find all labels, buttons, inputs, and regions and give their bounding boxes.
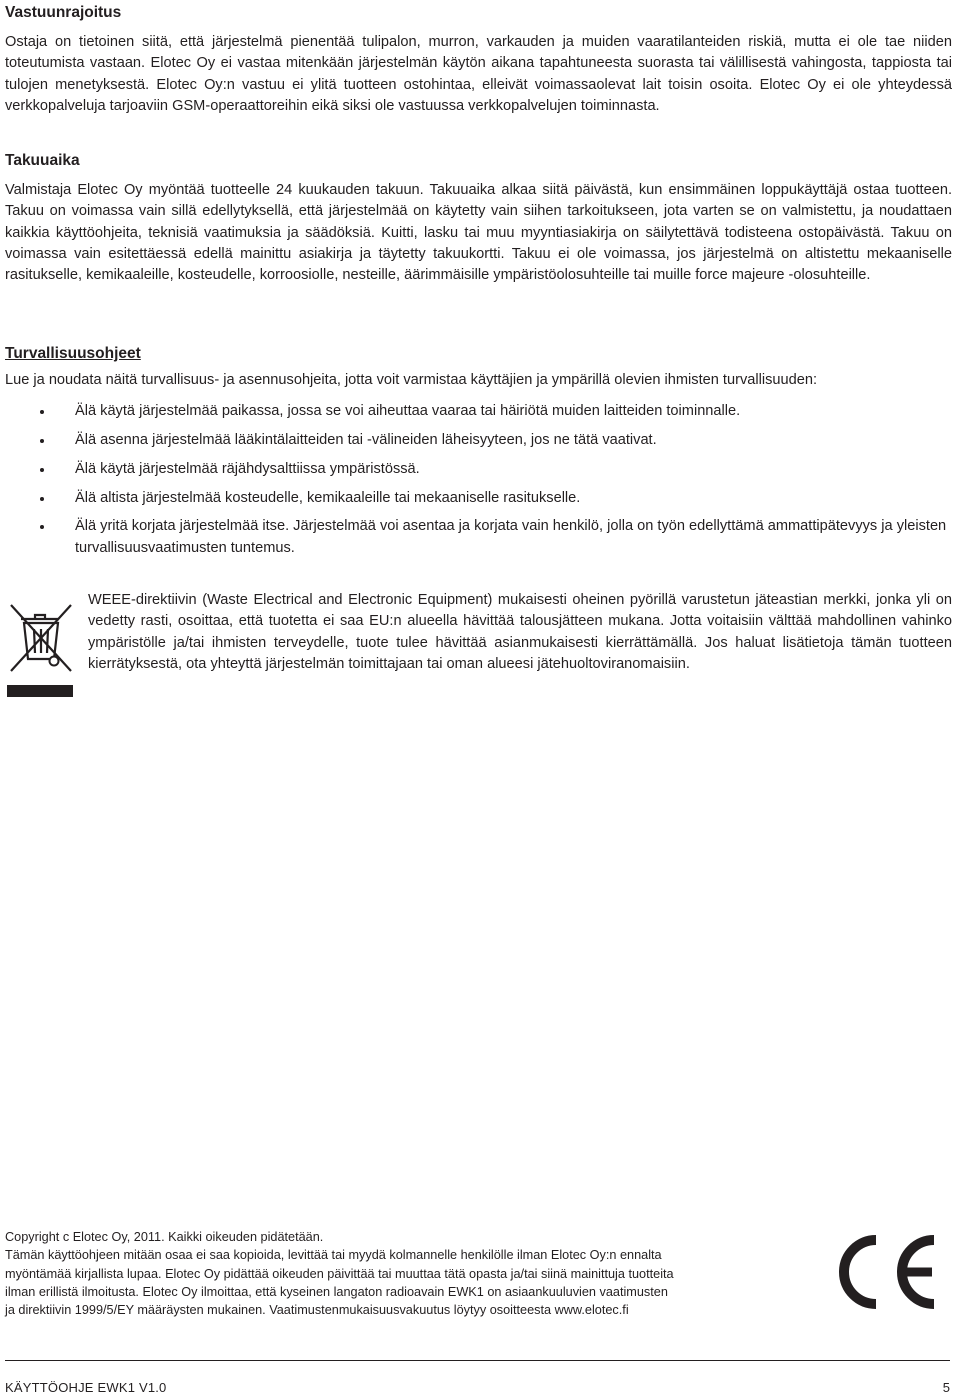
section-vastuunrajoitus [5, 3, 952, 117]
legal-line: myöntämää kirjallista lupaa. Elotec Oy pidättää oikeuden päivittää tai muuttaa tätä opasta ja/tai siinä mainittuja tuotteita [5, 1266, 674, 1281]
legal-notice [5, 1228, 765, 1319]
section-title-text: Turvallisuusohjeet [5, 345, 141, 362]
section-paragraph: Ostaja on tietoinen siitä, että järjestelmä pienentää tulipalon, murron, varkauden ja muiden vaaratilanteiden riskiä, mutta ei ole tae niiden toteutumista vastaan. Elotec Oy ei vastaa mitenkään järjestelmän käytön aikana tapahtuneesta suorasta tai välillisestä vahingosta, tappiosta tai tulojen menetyksestä. Elotec Oy:n vastuu ei ylitä tuotteen ostohintaa, elleivät voimassaolevat lait toisin osoita. Elotec Oy ei ole yhteydessä verkkopalveluja tarjoaviin GSM-operaattoreihin eikä siksi ole vastuussa verkkopalvelujen toiminnasta. [5, 34, 952, 114]
footer-divider [5, 1360, 950, 1361]
legal-line: Copyright c Elotec Oy, 2011. Kaikki oikeuden pidätetään. [5, 1230, 324, 1244]
bullet-icon [40, 497, 44, 501]
list-item-text: Älä käytä järjestelmää paikassa, jossa se voi aiheuttaa vaaraa tai häiriötä muiden laitteiden toiminnalle. [75, 403, 741, 420]
legal-line: ilman erillistä ilmoitusta. Elotec Oy ilmoittaa, että kyseinen langaton radioavain EWK1 on asiaankuuluvien vaatimusten [5, 1284, 668, 1299]
list-item [5, 430, 952, 451]
section-weee [5, 590, 952, 675]
weee-paragraph: WEEE-direktiivin (Waste Electrical and Electronic Equipment) mukaisesti oheinen pyörillä varustetun jäteastian merkki, jonka yli on vedetty rasti, osoittaa, että tuotetta ei saa EU:n alueella hävittää talousjätteen mukana. Jotta voitaisiin välttää mahdollinen vahinko ympäristölle ja/tai ihmisten terveydelle, tuote tulee hävittää asianmukaisesti kierrättämällä. Jos haluat lisätietoja tämän tuotteen kierrätyksestä, ota yhteyttä järjestelmän toimittajaan tai oman alueesi jätehuoltoviranomaisiin. [88, 592, 952, 672]
list-item [5, 516, 952, 559]
section-title: Vastuunrajoitus [5, 4, 122, 21]
list-item [5, 488, 952, 509]
section-intro: Lue ja noudata näitä turvallisuus- ja asennusohjeita, jotta voit varmistaa käyttäjien ja ympärillä olevien ihmisten turvallisuuden: [5, 372, 818, 388]
list-item-text: Älä altista järjestelmää kosteudelle, kemikaaleille tai mekaaniselle rasitukselle. [75, 489, 581, 506]
legal-line: ja direktiivin 1999/5/EY määräysten mukainen. Vaatimustenmukaisuusvakuutus löytyy osoitteesta www.elotec.fi [5, 1303, 629, 1318]
list-item [5, 459, 952, 480]
bullet-icon [40, 439, 44, 443]
section-turvallisuusohjeet [5, 344, 952, 567]
list-item-text: Älä käytä järjestelmää räjähdysalttiissa ympäristössä. [75, 460, 420, 477]
section-title: Takuuaika [5, 152, 80, 169]
list-item [5, 401, 952, 422]
list-item-text: Älä asenna järjestelmää lääkintälaitteiden tai -välineiden läheisyyteen, jos ne tätä vaativat. [75, 432, 657, 449]
legal-line: Tämän käyttöohjeen mitään osaa ei saa kopioida, levittää tai myydä kolmannelle henkilölle ilman Elotec Oy:n ennalta [5, 1248, 662, 1263]
ce-mark-icon [832, 1232, 942, 1312]
section-takuuaika [5, 151, 952, 286]
bullet-icon [40, 525, 44, 529]
bullet-icon [40, 410, 44, 414]
section-paragraph: Valmistaja Elotec Oy myöntää tuotteelle 24 kuukauden takuun. Takuuaika alkaa siitä päivästä, kun ensimmäinen loppukäyttäjä ostaa tuotteen. Takuu on voimassa vain sillä edellytyksellä, että järjestelmää on käytetty vain siihen tarkoitukseen, jota varten se on valmistettu, ja noudattaen kaikkia käyttöohjeita, teknisiä vaatimuksia ja säädöksiä. Kuitti, lasku tai muu myyntiasiakirja on säilytettävä todisteena ostopäivästä. Takuu on voimassa vain esitettäessä edellä mainittu asiakirja ja täytetty takuukortti. Takuu ei ole voimassa, jos järjestelmä on altistettu mekaaniselle rasitukselle, kemikaaleille, kosteudelle, korroosiolle, nesteille, äärimmäisille ympäristöolosuhteille tai muille force majeure -olosuhteille. [5, 182, 952, 284]
section-title [5, 344, 952, 364]
page-number: 5 [942, 1380, 950, 1395]
list-item-text: Älä yritä korjata järjestelmää itse. Järjestelmää voi asentaa ja korjata vain henkilö, jolla on työn edellyttämä ammattipätevyys ja yleisten turvallisuusvaatimusten tuntemus. [75, 518, 947, 556]
crossed-out-wheelie-bin-icon [5, 595, 77, 701]
bullet-icon [40, 468, 44, 472]
footer-document-name: KÄYTTÖOHJE EWK1 V1.0 [5, 1380, 167, 1395]
safety-list [5, 401, 952, 559]
